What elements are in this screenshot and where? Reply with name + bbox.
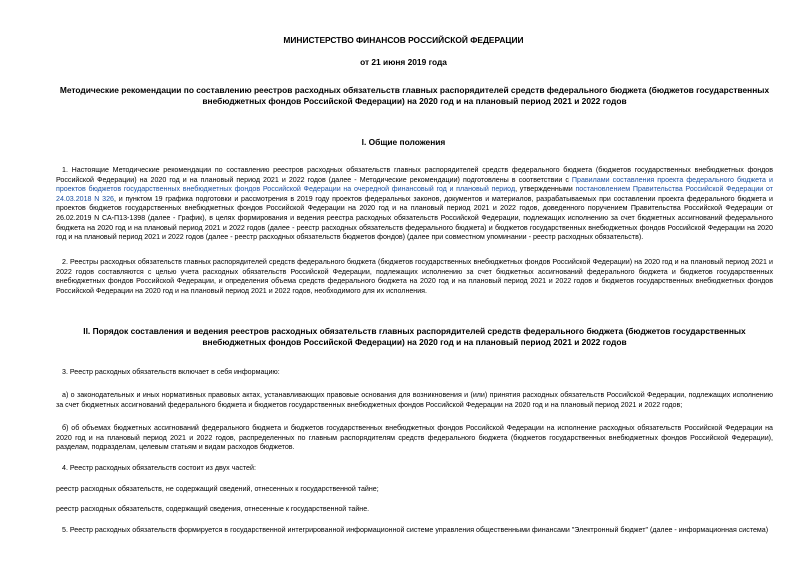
paragraph-5: 5. Реестр расходных обязательств формируется в государственной интегрированной информационной системе управления общественными финансами "Электронный бюджет" (далее - информационная система) [62,526,769,534]
paragraph-3: 3. Реестр расходных обязательств включает в себя информацию: [62,368,280,376]
paragraph-2: 2. Реестры расходных обязательств главных распорядителей средств федерального бюджета (бюджетов государственных внебюджетных фондов Российской Федерации) на 2020 год и на плановый период 2021 и 2022 годов составляются с целью учета расходных обязательств Российской Федерации, подлежащих исполнению за счет бюджетных ассигнований федерального бюджета и бюджетов государственных внебюджетных фондов Российской Федерации, и определения объема средств федерального бюджета на 2020 год и на плановый период 2021 и 2022 годов и бюджетов государственных внебюджетных фондов Российской Федерации на 2020 год и на плановый период 2021 и 2022 годов, необходимого для их исполнения. [56,258,773,295]
paragraph-1-text-c: , и пунктом 19 графика подготовки и рассмотрения в 2019 году проектов федеральных законов, документов и материалов, разрабатываемых при составлении проекта федерального бюджета и проектов бюджетов государственных внебюджетных фондов Российской Федерации на 2020 год и на плановый период 2021 и 2022 годов, доведенного поручением Правительства Российской Федерации от 26.02.2019 N СА-П13-1398 (далее - График), в целях формирования и ведения реестра расходных обязательств Российской Федерации, подлежащих исполнению за счет бюджетных ассигнований федерального бюджета на 2020 год и на плановый период 2021 и 2022 годов (далее - реестр расходных обязательств федерального бюджета) и бюджетов государственных внебюджетных фондов Российской Федерации на 2020 год и на плановый период 2021 и 2022 годов (далее - реестр расходных обязательств бюджетов фондов) (далее при совместном упоминании - реестр расходных обязательств). [56,194,773,242]
paragraph-4b: реестр расходных обязательств, содержащий сведения, отнесенные к государственной тайне. [56,505,370,513]
paragraph-3b: б) об объемах бюджетных ассигнований федерального бюджета и бюджетов государственных внебюджетных фондов Российской Федерации на исполнение расходных обязательств Российской Федерации на 2020 год и на плановый период 2021 и 2022 годов, распределенных по главным распорядителям средств федерального бюджета (бюджетов государственных внебюджетных фондов Российской Федерации), разделам, подразделам, целевым статьям и видам расходов бюджетов. [56,424,773,452]
paragraph-4a: реестр расходных обязательств, не содержащий сведений, отнесенных к государственной тайне; [56,485,379,493]
ministry-name: МИНИСТЕРСТВО ФИНАНСОВ РОССИЙСКОЙ ФЕДЕРАЦИИ [283,35,524,45]
document-title: Методические рекомендации по составлению реестров расходных обязательств главных распорядителей средств федерального бюджета (бюджетов государственных внебюджетных фондов Российской Федерации) на 2020 год и на плановый период 2021 и 2022 годов [59,85,770,106]
paragraph-1-text-a: 1. Настоящие Методические рекомендации по составлению реестров расходных обязательств главных распорядителей средств федерального бюджета (бюджетов государственных внебюджетных фондов Российской Федерации) на 2020 год и на плановый период 2021 и 2022 годов (далее - Методические рекомендации) подготовлены в соответствии с [56,166,773,184]
paragraph-3a: а) о законодательных и иных нормативных правовых актах, устанавливающих правовые основания для возникновения и (или) принятия расходных обязательств Российской Федерации, подлежащих исполнению за счет бюджетных ассигнований федерального бюджета и бюджетов государственных внебюджетных фондов Российской Федерации на 2020 год и на плановый период 2021 и 2022 годов; [56,391,773,409]
document-date: от 21 июня 2019 года [360,57,447,67]
link-government-resolution[interactable]: постановлением Правительства Российской Федерации от 24.03.2018 N 326 [56,185,774,203]
paragraph-1 [56,166,773,243]
section-2-heading: II. Порядок составления и ведения реестров расходных обязательств главных распорядителей средств федерального бюджета (бюджетов государственных внебюджетных фондов Российской Федерации) на 2020 год и на плановый период 2021 и 2022 годов [83,326,746,347]
paragraph-4: 4. Реестр расходных обязательств состоит из двух частей: [62,464,256,472]
link-budget-rules[interactable]: Правилами составления проекта федерального бюджета и проектов бюджетов государственных внебюджетных фондов Российской Федерации на очередной финансовый год и плановый период [56,175,773,194]
paragraph-1-text-b: , утвержденными [515,185,576,194]
section-1-heading: I. Общие положения [361,137,446,147]
